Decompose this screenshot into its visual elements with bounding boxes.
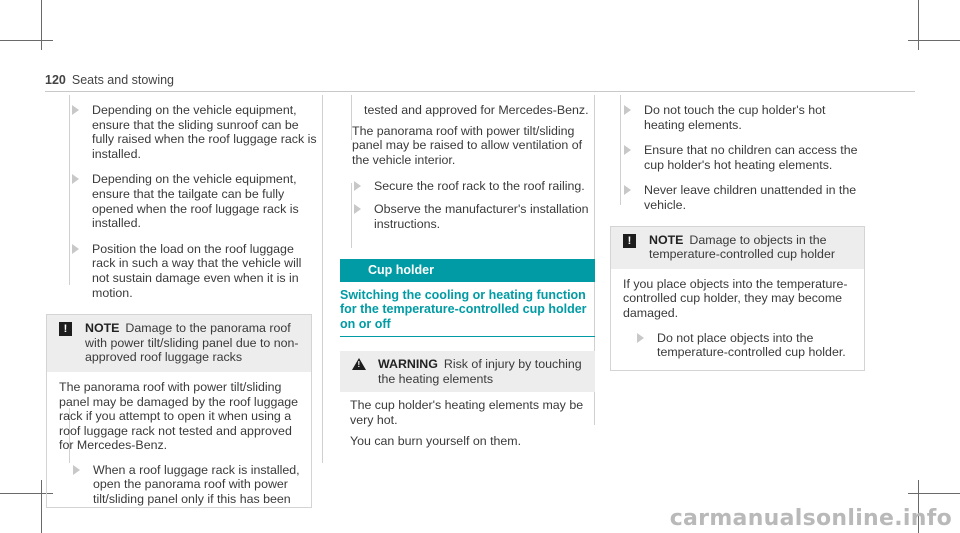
continued-text: tested and approved for Mercedes-Benz. bbox=[364, 103, 589, 117]
arrow-icon bbox=[354, 204, 361, 214]
crop-mark bbox=[918, 0, 919, 50]
column-left bbox=[58, 95, 320, 508]
crop-mark bbox=[908, 493, 960, 494]
step-text: Do not touch the cup holder's hot heating elements. bbox=[644, 103, 826, 132]
instruction-step bbox=[340, 202, 595, 231]
step-text: Depending on the vehicle equipment, ensure that the tailgate can be fully opened when the roof luggage rack is installed. bbox=[92, 172, 299, 231]
note-box bbox=[46, 314, 312, 508]
warning-text: The cup holder's heating elements may be very hot. bbox=[350, 398, 584, 428]
instruction-step bbox=[47, 463, 301, 507]
instruction-step bbox=[611, 331, 854, 360]
step-text: Ensure that no children can access the cup holder's hot heating elements. bbox=[644, 143, 858, 172]
step-text: Do not place objects into the temperature-controlled cup holder. bbox=[657, 330, 846, 360]
subsection-title: Switching the cooling or heating function for the temperature-controlled cup holder on or off bbox=[340, 282, 595, 338]
note-header bbox=[611, 227, 864, 269]
instruction-step bbox=[610, 103, 865, 132]
note-body bbox=[47, 372, 311, 507]
arrow-icon bbox=[73, 465, 80, 475]
instruction-step bbox=[58, 103, 320, 161]
step-text: Position the load on the roof luggage rack in such a way that the vehicle will not sustain damage even when it is in motion. bbox=[92, 241, 302, 300]
warning-box bbox=[340, 351, 595, 448]
warning-title: Risk of injury by touching the heating elements bbox=[378, 357, 582, 386]
page-number: 120 bbox=[45, 73, 66, 87]
watermark: carmanualsonline.info bbox=[669, 506, 952, 532]
step-text: Never leave children unattended in the vehicle. bbox=[644, 183, 857, 212]
column-right bbox=[610, 95, 865, 371]
note-box bbox=[610, 226, 865, 371]
note-header bbox=[47, 315, 311, 372]
arrow-icon bbox=[72, 244, 79, 254]
section-name: Seats and stowing bbox=[71, 73, 175, 87]
page-header bbox=[45, 73, 174, 88]
warning-keyword: WARNING bbox=[378, 357, 438, 372]
column-middle bbox=[340, 95, 595, 448]
arrow-icon bbox=[624, 145, 631, 155]
note-title: Damage to objects in the temperature-controlled cup holder bbox=[649, 232, 835, 262]
header-rule bbox=[45, 91, 915, 92]
instruction-step bbox=[58, 242, 320, 300]
warning-text: You can burn yourself on them. bbox=[350, 433, 522, 448]
step-text: When a roof luggage rack is installed, open the panorama roof with power tilt/sliding panel only if this has been bbox=[93, 462, 300, 507]
step-text: Secure the roof rack to the roof railing. bbox=[374, 179, 585, 194]
arrow-icon bbox=[624, 185, 631, 195]
arrow-icon bbox=[624, 105, 631, 115]
crop-mark bbox=[908, 40, 960, 41]
instruction-step bbox=[610, 143, 865, 172]
arrow-icon bbox=[72, 105, 79, 115]
arrow-icon bbox=[72, 174, 79, 184]
paragraph: The panorama roof with power tilt/sliding panel may be raised to allow ventilation of the vehicle interior. bbox=[352, 123, 583, 167]
crop-mark bbox=[0, 40, 53, 41]
arrow-icon bbox=[637, 333, 644, 343]
warning-header: ! WARNING Risk of injury by touching the heating elements bbox=[340, 351, 595, 392]
arrow-icon bbox=[354, 181, 361, 191]
instruction-step bbox=[340, 179, 595, 194]
note-keyword: NOTE bbox=[649, 232, 684, 247]
step-text: Depending on the vehicle equipment, ensure that the sliding sunroof can be fully raised when the roof luggage rack is installed. bbox=[92, 103, 317, 161]
note-text: If you place objects into the temperature-controlled cup holder, they may become damaged. bbox=[623, 276, 848, 320]
note-text: The panorama roof with power tilt/sliding panel may be damaged by the roof luggage rack if you attempt to open it when using a roof luggage rack not tested and approved for Mercedes-Benz. bbox=[59, 379, 299, 453]
instruction-step bbox=[58, 172, 320, 230]
section-title: Cup holder bbox=[340, 259, 595, 282]
instruction-step bbox=[610, 183, 865, 212]
crop-mark bbox=[41, 480, 42, 533]
note-body bbox=[611, 269, 864, 370]
exclamation-icon: ! bbox=[623, 234, 636, 248]
crop-mark bbox=[41, 0, 42, 50]
column-rule bbox=[322, 95, 323, 463]
exclamation-icon: ! bbox=[59, 322, 72, 336]
note-title: Damage to the panorama roof with power tilt/sliding panel due to non-approved roof luggage racks bbox=[85, 321, 299, 365]
step-text: Observe the manufacturer's installation instructions. bbox=[374, 201, 589, 231]
note-keyword: NOTE bbox=[85, 321, 120, 336]
warning-body bbox=[340, 392, 595, 448]
